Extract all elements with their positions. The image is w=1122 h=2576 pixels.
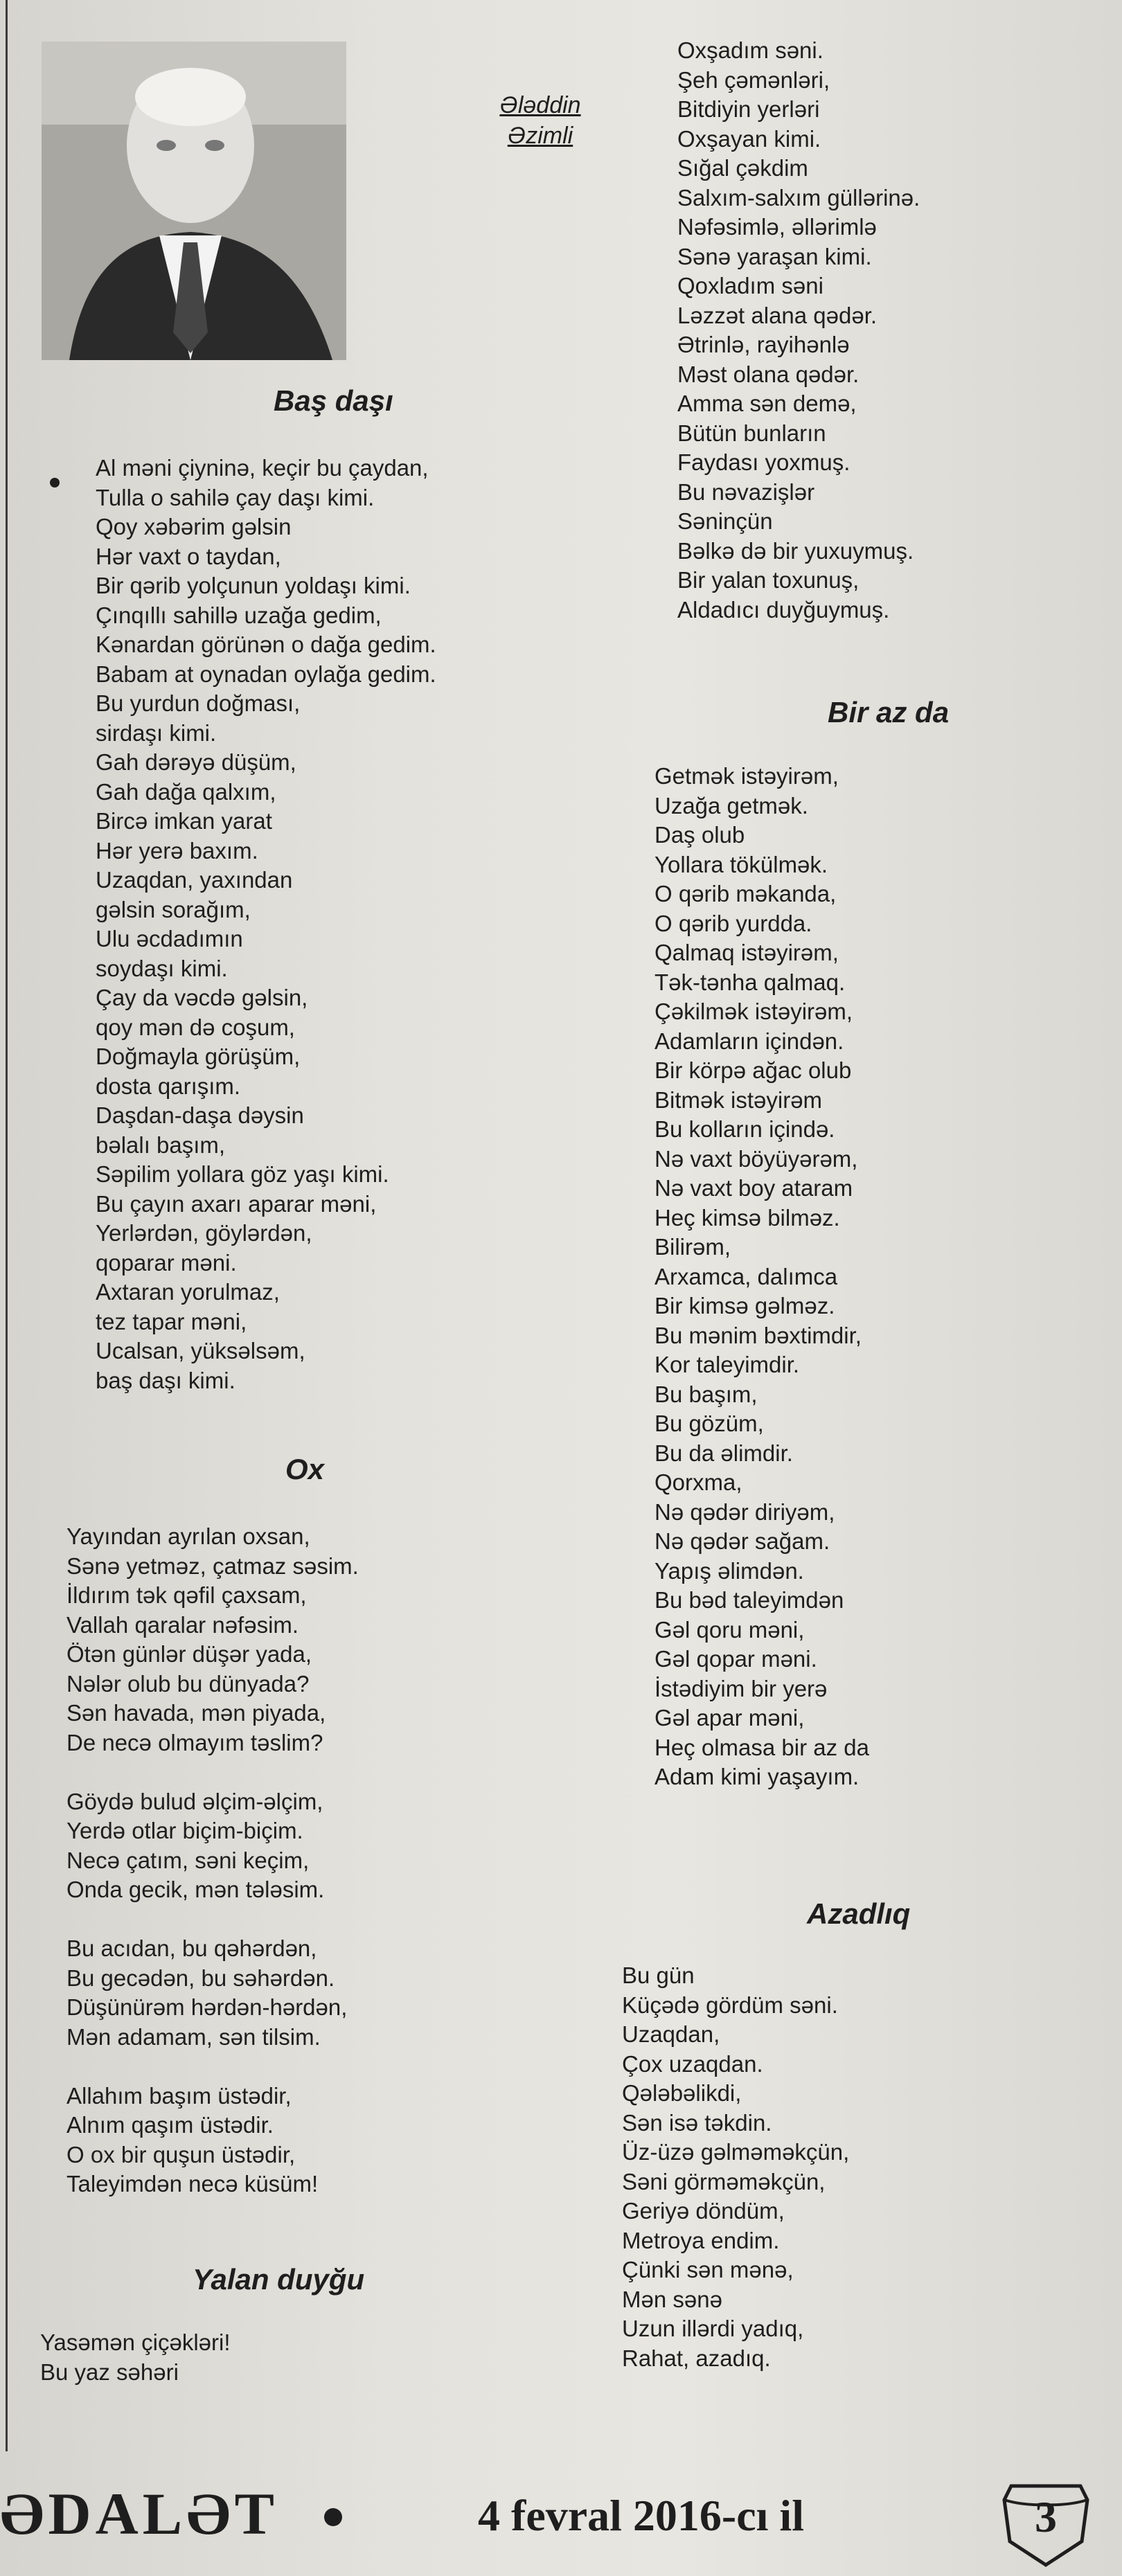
poem-line: Tulla o sahilə çay daşı kimi. (96, 484, 375, 510)
poem-line: Bu gecədən, bu səhərdən. (66, 1965, 335, 1991)
stanza-gap (66, 1905, 359, 1935)
poem-line: soydaşı kimi. (96, 955, 228, 981)
poem-line: Qalmaq istəyirəm, (654, 940, 839, 965)
poem-line: Oxşadım səni. (677, 37, 823, 63)
masthead-dot (324, 2508, 342, 2526)
poem-line: Axtaran yorulmaz, (96, 1279, 280, 1305)
poem-line: Bu nəvazişlər (677, 478, 815, 505)
poem-line: Çınqıllı sahillə uzağa gedim, (96, 602, 382, 628)
poem-line: qoparar məni. (96, 1249, 237, 1276)
poem-line: Bu gün (622, 1962, 695, 1988)
poem-line: Bitdiyin yerləri (677, 96, 820, 122)
poem-azadliq-lines (622, 1961, 849, 2373)
poem-line: Uzaqdan, (622, 2021, 720, 2047)
poem-line: Nə vaxt böyüyərəm, (654, 1145, 858, 1172)
poem-line: Aldadıcı duyğuymuş. (677, 596, 890, 623)
poem-line: Qorxma, (654, 1469, 742, 1495)
poem-line: Bu bəd taleyimdən (654, 1587, 844, 1613)
stanza-gap (66, 1757, 359, 1787)
poem-title-ox: Ox (285, 1453, 325, 1485)
poem-line: Nə qədər sağam. (654, 1528, 830, 1554)
poem-line: Səni görməməkçün, (622, 2168, 826, 2194)
poem-line: O qərib məkanda, (654, 881, 837, 906)
poem-line: Alnım qaşım üstədir. (66, 2112, 274, 2138)
poem-line: Oxşayan kimi. (677, 125, 821, 152)
stanza-gap (66, 2052, 359, 2082)
issue-date: 4 fevral 2016-cı il (478, 2491, 804, 2540)
poem-line: Doğmayla görüşüm, (96, 1044, 301, 1069)
poem-line: Hər yerə baxım. (96, 837, 258, 864)
poem-line: Üz-üzə gəlməməkçün, (622, 2139, 850, 2165)
poem-title-azadliq: Azadlıq (807, 1897, 911, 1930)
poem-line: Daş olub (654, 822, 745, 848)
poem-line: Gah dərəyə düşüm, (96, 749, 296, 775)
poem-line: Çay da vəcdə gəlsin, (96, 985, 308, 1010)
poem-line: Kənardan görünən o dağa gedim. (96, 632, 436, 657)
poem-line: Uzun illərdi yadıq, (622, 2316, 804, 2341)
poem-line: Bu başım, (654, 1381, 758, 1407)
poem-line: Bu da əlimdir. (654, 1440, 793, 1466)
poem-line: Heç olmasa bir az da (654, 1734, 869, 1760)
poem-line: Salxım-salxım güllərinə. (677, 184, 920, 211)
poem-line: O qərib yurdda. (654, 910, 812, 936)
poem-line: Nəfəsimlə, əllərimlə (677, 214, 877, 240)
poem-line: Amma sən demə, (677, 391, 857, 416)
poem-line: Ətrinlə, rayihənlə (677, 332, 850, 357)
poem-line: Onda gecik, mən tələsim. (66, 1877, 325, 1902)
poem-line: Sənə yaraşan kimi. (677, 243, 872, 269)
poem-line: Bitmək istəyirəm (654, 1086, 823, 1113)
poem-line: Sən havada, mən piyada, (66, 1700, 326, 1726)
author-last-name: Əzimli (507, 123, 573, 149)
poem-line: Vallah qaralar nəfəsim. (66, 1611, 299, 1638)
poem-line: Tək-tənha qalmaq. (654, 969, 846, 995)
poem-bir-az-da-lines (654, 762, 869, 1792)
poem-line: Bu acıdan, bu qəhərdən, (66, 1935, 317, 1961)
poem-yalan-duygu-lines-continued (677, 36, 920, 625)
poem-line: Metroya endim. (622, 2227, 780, 2253)
poem-line: İldırım tək qəfil çaxsam, (66, 1582, 307, 1608)
poem-line: Mən adamam, sən tilsim. (66, 2023, 321, 2050)
poem-line: Çünki sən mənə, (622, 2257, 794, 2282)
poem-line: O ox bir quşun üstədir, (66, 2141, 296, 2167)
poem-line: Səninçün (677, 508, 773, 534)
poem-line: Ötən günlər düşər yada, (66, 1641, 312, 1667)
poem-line: Yerlərdən, göylərdən, (96, 1220, 312, 1246)
poem-line: Bir körpə ağac olub (654, 1057, 852, 1083)
poem-line: Sığal çəkdim (677, 155, 808, 181)
poem-line: Nə qədər diriyəm, (654, 1499, 835, 1525)
poem-line: bəlalı başım, (96, 1132, 226, 1158)
poem-line: Yasəmən çiçəkləri! (40, 2329, 231, 2355)
poem-line: Gəl qoru məni, (654, 1616, 805, 1643)
poem-line: Bu yaz səhəri (40, 2359, 179, 2385)
poem-line: Bu kolların içində. (654, 1116, 835, 1142)
poem-line: Məst olana qədər. (677, 361, 860, 387)
poem-line: Uzaqdan, yaxından (96, 867, 293, 893)
poem-line: Küçədə gördüm səni. (622, 1992, 838, 2018)
poem-line: Adam kimi yaşayım. (654, 1764, 860, 1789)
poem-line: De necə olmayım təslim? (66, 1729, 323, 1755)
poem-line: baş daşı kimi. (96, 1367, 235, 1393)
poem-line: Bütün bunların (677, 420, 826, 446)
poem-line: Qoxladım səni (677, 273, 823, 298)
poem-line: Bu gözüm, (654, 1411, 764, 1436)
poem-title-bir-az-da: Bir az da (828, 696, 950, 728)
poem-line: Yayından ayrılan oxsan, (66, 1523, 310, 1549)
poem-line: Göydə bulud əlçim-əlçim, (66, 1788, 323, 1814)
poem-line: sirdaşı kimi. (96, 719, 217, 746)
page-number-badge (997, 2479, 1094, 2569)
poem-line: Bir yalan toxunuş, (677, 567, 860, 593)
poem-line: İstədiyim bir yerə (654, 1675, 828, 1701)
poem-line: Bircə imkan yarat (96, 808, 272, 834)
poem-line: tez tapar məni, (96, 1308, 247, 1334)
author-portrait-image (42, 42, 346, 360)
poem-line: Heç kimsə bilməz. (654, 1204, 840, 1231)
poem-line: Yollara tökülmək. (654, 851, 828, 877)
poem-line: Rahat, azadıq. (622, 2345, 771, 2371)
poem-line: Allahım başım üstədir, (66, 2082, 292, 2109)
poem-line: qoy mən də coşum, (96, 1014, 295, 1040)
poem-line: Mən sənə (622, 2286, 722, 2312)
poem-line: Yapış əlimdən. (654, 1557, 804, 1584)
poem-line: Bəlkə də bir yuxuymuş. (677, 537, 914, 564)
newspaper-footer (0, 2465, 1122, 2576)
poem-bas-dasi-lines (96, 454, 436, 1395)
left-column-rule (6, 0, 8, 2451)
poem-line: Bu mənim bəxtimdir, (654, 1322, 862, 1348)
poem-yalan-duygu-lines-start (40, 2328, 231, 2387)
poem-line: Düşünürəm hərdən-hərdən, (66, 1994, 348, 2020)
poem-line: Səpilim yollara göz yaşı kimi. (96, 1161, 389, 1187)
poem-ox-lines (66, 1522, 359, 2199)
poem-title-yalan-duygu: Yalan duyğu (193, 2263, 365, 2296)
poem-line: Arxamca, dalımca (654, 1263, 838, 1289)
poem-line: Sən isə təkdin. (622, 2109, 772, 2136)
newspaper-name: ƏDALƏT (0, 2480, 279, 2547)
bullet-mark (50, 478, 60, 488)
poem-line: dosta qarışım. (96, 1073, 241, 1099)
poem-line: Çəkilmək istəyirəm, (654, 999, 853, 1024)
author-first-name: Əlәddin (499, 92, 581, 118)
poem-line: Sənə yetməz, çatmaz səsim. (66, 1553, 359, 1579)
poem-line: Gəl apar məni, (654, 1705, 805, 1730)
poem-line: Taleyimdən necə küsüm! (66, 2171, 319, 2197)
poem-line: Kor taleyimdir. (654, 1352, 800, 1377)
poem-line: Uzağa getmək. (654, 792, 808, 819)
author-byline (471, 90, 609, 151)
poem-line: Babam at oynadan oylağa gedim. (96, 661, 436, 687)
poem-line: Getmək istəyirəm, (654, 763, 839, 789)
poem-line: gəlsin sorağım, (96, 896, 251, 922)
poem-line: Yerdə otlar biçim-biçim. (66, 1818, 303, 1843)
poem-line: Şeh çəmənləri, (677, 66, 830, 93)
poem-line: Nələr olub bu dünyada? (66, 1670, 310, 1697)
poem-line: Çox uzaqdan. (622, 2050, 763, 2077)
poem-line: Qələbəlikdi, (622, 2080, 742, 2106)
poem-line: Al məni çiyninə, keçir bu çaydan, (96, 455, 429, 481)
poem-line: Daşdan-daşa dəysin (96, 1102, 304, 1128)
author-photo (42, 42, 346, 360)
poem-line: Nə vaxt boy ataram (654, 1175, 853, 1201)
page-number: 3 (1035, 2492, 1057, 2541)
poem-line: Bu çayın axarı aparar məni, (96, 1190, 377, 1217)
poem-line: Ucalsan, yüksəlsəm, (96, 1338, 305, 1363)
poem-line: Faydası yoxmuş. (677, 449, 851, 475)
poem-line: Bilirəm, (654, 1234, 731, 1260)
poem-line: Geriyə döndüm, (622, 2198, 785, 2224)
poem-line: Adamların içindən. (654, 1028, 844, 1054)
poem-line: Ulu əcdadımın (96, 926, 243, 951)
poem-title-bas-dasi: Baş daşı (274, 384, 393, 417)
poem-line: Gəl qopar məni. (654, 1646, 817, 1672)
poem-line: Qoy xəbərim gəlsin (96, 514, 292, 539)
poem-line: Bir kimsə gəlməz. (654, 1293, 835, 1318)
poem-line: Hər vaxt o taydan, (96, 543, 281, 569)
poem-line: Necə çatım, səni keçim, (66, 1847, 310, 1873)
poem-line: Bu yurdun doğması, (96, 690, 301, 716)
poem-line: Gah dağa qalxım, (96, 778, 276, 805)
poem-line: Bir qərib yolçunun yoldaşı kimi. (96, 573, 411, 598)
poem-line: Ləzzət alana qədər. (677, 302, 878, 328)
